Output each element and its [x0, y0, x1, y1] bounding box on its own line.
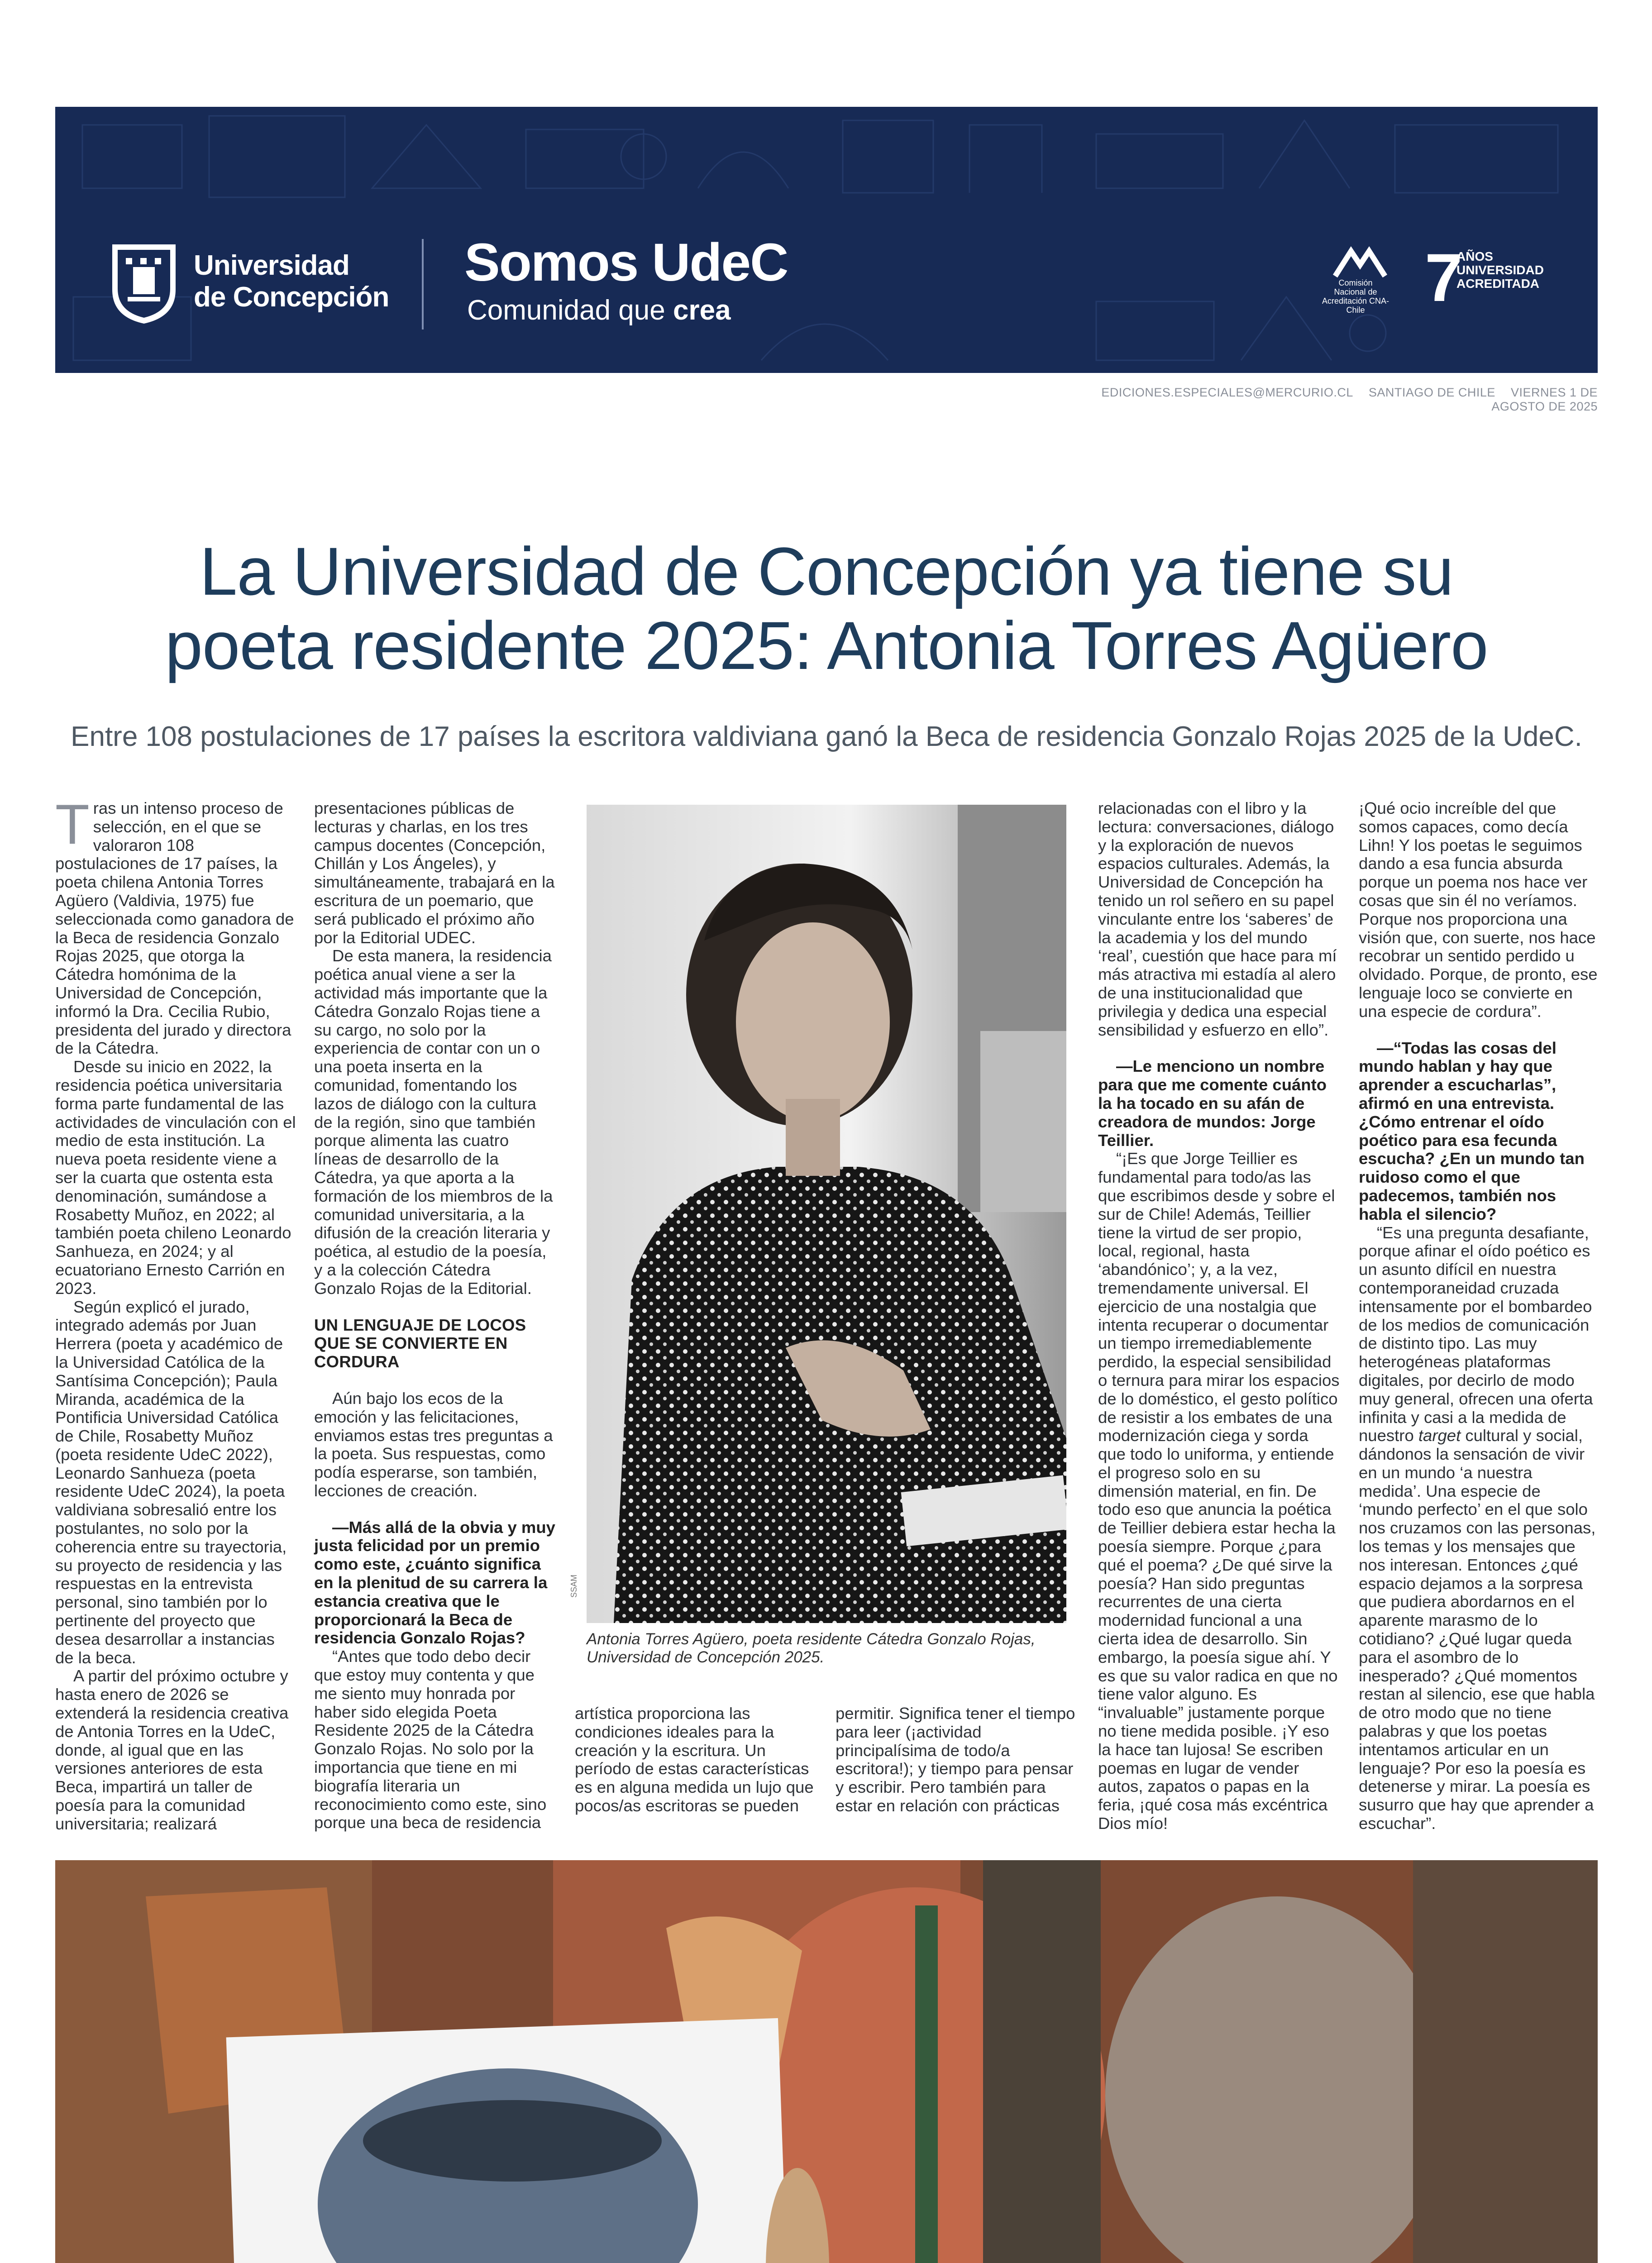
accreditation-anos: AÑOS: [1456, 249, 1493, 263]
campaign-title: Somos UdeC: [464, 233, 788, 292]
headline-line2: poeta residente 2025: Antonia Torres Agüero: [165, 607, 1488, 683]
section-subheading: UN LENGUAJE DE LOCOS QUE SE CONVIERTE EN CORDURA: [314, 1315, 526, 1371]
publication-location: SANTIAGO DE CHILE: [1368, 386, 1495, 399]
portrait-credit: SSAM: [569, 1574, 578, 1598]
paragraph: permitir. Significa tener el tiempo para leer (¡actividad principalísima de todo/a escritora!); y tiempo para pensar y escribir. Pero también para estar en relación con prácticas: [836, 1704, 1075, 1815]
paragraph: relacionadas con el libro y la lectura: conversaciones, diálogo y la exploración de nuevos espacios culturales. Además, la Universidad de Concepción ha tenido un rol señero en su papel vinculante entre los ‘saberes’ de la academia y los del mundo ‘real’, cuestión que hace para mí más atractiva mi estadía al alero de una institucionalidad que privilegia y dedica una especial sensibilidad y esfuerzo en ello”.: [1098, 799, 1337, 1039]
article-subheadline: Entre 108 postulaciones de 17 países la escritora valdiviana ganó la Beca de residencia Gonzalo Rojas 2025 de la UdeC.: [71, 721, 1582, 752]
university-name-line2: de Concepción: [194, 282, 389, 313]
university-crest-icon: [108, 240, 180, 326]
headline-line1: La Universidad de Concepción ya tiene su: [199, 533, 1454, 609]
campaign-subtitle: [467, 294, 731, 326]
campaign-subtitle-bold: crea: [673, 295, 731, 326]
paragraph: De esta manera, la residencia poética anual viene a ser la actividad más importante que la Cátedra Gonzalo Rojas tiene a su cargo, no solo por la experiencia de contar con un o una poeta inserta en la comunidad, fomentando los lazos de diálogo con la cultura de la región, sino que también porque alimenta las cuatro líneas de desarrollo de la Cátedra, ya que aporta a la formación de los miembros de la comunidad universitaria, a la difusión de la creación literaria y poética, al estudio de la poesía, y a la colección Cátedra Gonzalo Rojas de la Editorial.: [314, 946, 553, 1298]
paragraph: Desde su inicio en 2022, la residencia poética universitaria forma parte fundamental de las actividades de vinculación con el medio de esta institución. La nueva poeta residente viene a ser la cuarta que ostenta esta denominación, sumándose a Rosabetty Muñoz, en 2022; al también poeta chileno Leonardo Sanhueza, en 2024; y al ecuatoriano Ernesto Carrión en 2023.: [55, 1057, 296, 1298]
article-column-6: [1359, 799, 1598, 1833]
accreditation-years-number: 7: [1425, 239, 1463, 315]
header-banner: [55, 107, 1598, 373]
paragraph: artística proporciona las condiciones ideales para la creación y la escritura. Un período de estas características es en alguna medida un lujo que pocos/as escritoras se pueden: [575, 1704, 814, 1815]
banner-divider: [422, 239, 424, 329]
article-headline: [55, 534, 1598, 683]
paragraph: ¡Qué ocio increíble del que somos capaces, como decía Lihn! Y los poetas le seguimos dando a esa funcia absurda porque un poema nos hace ver cosas que sin él no veríamos. Porque nos proporciona una visión que, con suerte, nos hace recobrar un sentido perdido u olvidado. Porque, de pronto, ese lenguaje loco se convierte en una especie de cordura”.: [1359, 799, 1598, 1021]
event-photo: [55, 1860, 1598, 2263]
paragraph: A partir del próximo octubre y hasta enero de 2026 se extenderá la residencia creativa de Antonia Torres en la UdeC, donde, al igual que en las versiones anteriores de esta Beca, impartirá un taller de poesía para la comunidad universitaria; realizará: [55, 1666, 289, 1833]
portrait-image: [587, 805, 1066, 1623]
article-column-1: [55, 793, 297, 1833]
paragraph: “Antes que todo debo decir que estoy muy contenta y que me siento muy honrada por haber sido elegida Poeta Residente 2025 de la Cátedra Gonzalo Rojas. No solo por la importancia que tiene en mi biografía literaria un reconocimiento como este, sino porque una beca de residencia: [314, 1647, 547, 1832]
publication-email[interactable]: EDICIONES.ESPECIALES@MERCURIO.CL: [1101, 386, 1353, 399]
paragraph: “Es una pregunta desafiante, porque afinar el oído poético es un asunto difícil en nuestra contemporaneidad cruzada intensamente por el bombardeo de los medios de comunicación de distinto tipo. Las muy heterogéneas plataformas digitales, por decirlo de modo muy general, ofrecen una oferta infinita y casi a la medida de nuestro target cultural y social, dándonos la sensación de vivir en un mundo ‘a nuestra medida’. Una especie de ‘mundo perfecto’ en el que solo nos cruzamos con las personas, los temas y los mensajes que nos interesan. Entonces ¿qué espacio dejamos a la sorpresa que pudiera abordarnos en el aparente marasmo de lo cotidiano? ¿Qué lugar queda para el asombro de lo inesperado? ¿Qué momentos restan al silencio, ese que habla de otro modo que no tiene palabras y que los poetas intentamos articular en un lenguaje? Por eso la poesía es detenerse y mirar. La poesía es susurro que hay que aprender a escuchar”.: [1359, 1223, 1596, 1833]
accreditation-label: [1456, 250, 1592, 291]
event-image: [55, 1860, 1598, 2263]
article-column-3: [575, 1704, 816, 1815]
article-column-4: [836, 1704, 1077, 1815]
paragraph: “¡Es que Jorge Teillier es fundamental para todo/as las que escribimos desde y sobre el sur de Chile! Además, Teillier tiene la virtud de ser propio, local, regional, hasta ‘abandónico’; y, a la vez, tremendamente universal. El ejercicio de una nostalgia que intenta recuperar o documentar un tiempo irremediablemente perdido, la especial sensibilidad o ternura para mirar los espacios de lo doméstico, el gesto político de resistir a los embates de una modernización ciega y sorda que todo lo uniforma, y entiende el progreso solo en su dimensión material, en fin. De todo eso que anuncia la poética de Teillier debiera estar hecha la poesía siempre. Porque ¿para qué el poema? ¿De qué sirve la poesía? Han sido preguntas recurrentes de una cierta modernidad funcional a una cierta idea de desarrollo. Sin embargo, la poesía sigue ahí. Y es que su valor radica en que no tiene valor alguno. Es “invaluable” justamente porque no tiene medida posible. ¡Y eso la hace tan lujosa! Se escriben poemas en lugar de vender autos, zapatos o papas en la feria, ¡qué cosa más excéntrica Dios mío!: [1098, 1149, 1340, 1833]
interview-question: —Le menciono un nombre para que me comente cuánto la ha tocado en su afán de creadora de mundos: Jorge Teillier.: [1098, 1057, 1327, 1150]
paragraph: presentaciones públicas de lecturas y charlas, en los tres campus docentes (Concepción, Chillán y Los Ángeles), y simultáneamente, trabajará en la escritura de un poemario, que será publicado el próximo año por la Editorial UDEC.: [314, 799, 555, 947]
paragraph: Según explicó el jurado, integrado además por Juan Herrera (poeta y académico de la Universidad Católica de la Santísima Concepción); Paula Miranda, académica de la Pontificia Universidad Católica de Chile, Rosabetty Muñoz (poeta residente UdeC 2022), Leonardo Sanhueza (poeta residente UdeC 2024), la poeta valdiviana sobresalió entre los postulantes, no solo por la coherencia entre su trayectoria, su proyecto de residencia y las respuestas en la entrevista personal, sino también por lo pertinente del proyecto que desea desarrollar a instancias de la beca.: [55, 1297, 287, 1667]
accreditation-agency: Comisión Nacional de Acreditación CNA-Chile: [1322, 278, 1389, 315]
portrait-photo: [587, 805, 1066, 1623]
interview-question: —Más allá de la obvia y muy justa felicidad por un premio como este, ¿cuánto significa en la plenitud de su carrera la estancia creativa que le proporcionará la Beca de residencia Gonzalo Rojas?: [314, 1518, 555, 1647]
banner-pattern: [55, 107, 1598, 373]
emphasis-target: target: [1418, 1426, 1461, 1445]
publication-date: VIERNES 1 DE AGOSTO DE 2025: [1491, 386, 1598, 413]
university-name: [194, 250, 389, 313]
portrait-caption: Antonia Torres Agüero, poeta residente Cátedra Gonzalo Rojas, Universidad de Concepción 2025.: [587, 1630, 1036, 1666]
campaign-subtitle-prefix: Comunidad que: [467, 295, 673, 326]
paragraph: Tras un intenso proceso de selección, en el que se valoraron 108 postulaciones de 17 países, la poeta chilena Antonia Torres Agüero (Valdivia, 1975) fue seleccionada como ganadora de la Beca de residencia Gonzalo Rojas 2025, que otorga la Cátedra homónima de la Universidad de Concepción, informó la Dra. Cecilia Rubio, presidenta del jurado y directora de la Cátedra.: [55, 793, 294, 1058]
university-name-line1: Universidad: [194, 250, 349, 281]
paragraph: Aún bajo los ecos de la emoción y las felicitaciones, enviamos estas tres preguntas a la poeta. Sus respuestas, como podía esperarse, son también, lecciones de creación.: [314, 1389, 553, 1500]
accreditation-university: UNIVERSIDAD ACREDITADA: [1456, 263, 1544, 291]
publication-meta: [1053, 386, 1598, 414]
drop-cap: T: [55, 793, 90, 856]
article-column-2: [314, 799, 556, 1832]
interview-question: —“Todas las cosas del mundo hablan y hay que aprender a escucharlas”, afirmó en una entrevista. ¿Cómo entrenar el oído poético para esa fecunda escucha? ¿En un mundo tan ruidoso como el que padecemos, también nos habla el silencio?: [1359, 1038, 1585, 1223]
article-column-5: [1098, 799, 1340, 1833]
